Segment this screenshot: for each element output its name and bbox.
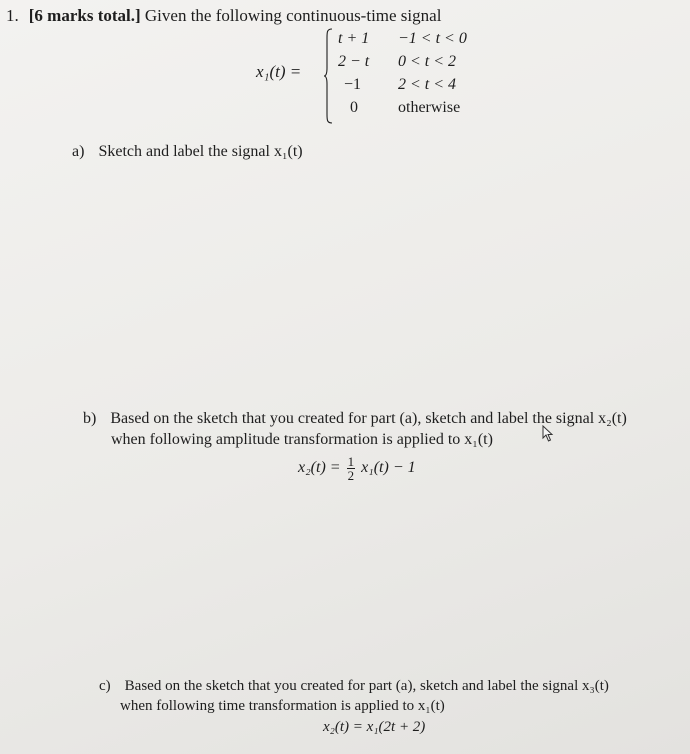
eq-b-lhs: x₂(t) = <box>298 459 341 477</box>
case-condition: otherwise <box>398 99 461 116</box>
part-c-line1 <box>99 678 609 695</box>
part-b-line2: when following amplitude transformation is applied to x₁(t) <box>111 431 493 448</box>
question-intro: Given the following continuous-time signal <box>144 6 442 25</box>
part-b-equation <box>298 455 416 482</box>
part-c-equation: x₂(t) = x₁(2t + 2) <box>323 719 426 735</box>
eq-b-fraction <box>347 455 356 482</box>
part-a-text: Sketch and label the signal x₁(t) <box>98 143 303 160</box>
question-header <box>6 6 441 26</box>
part-c-line2: when following time transformation is applied to x₁(t) <box>120 698 445 714</box>
part-a-label: a) <box>72 143 85 160</box>
part-c-label: c) <box>99 678 111 694</box>
mouse-cursor-icon <box>541 425 557 443</box>
part-b-text: Based on the sketch that you created for part (a), sketch and label the signal x₂(t) <box>110 410 627 427</box>
case-expr: 0 <box>350 99 358 116</box>
signal-lhs: x₁(t) = <box>256 62 302 81</box>
case-expr: 2 − t <box>338 53 370 70</box>
case-condition: 2 < t < 4 <box>398 76 457 93</box>
eq-b-rhs: x₁(t) − 1 <box>361 459 416 477</box>
case-condition: 0 < t < 2 <box>398 53 457 70</box>
part-a <box>72 143 303 161</box>
frac-denominator: 2 <box>347 468 355 483</box>
question-number: 1. <box>6 6 19 25</box>
case-expr: t + 1 <box>338 30 370 47</box>
case-expr: −1 <box>344 76 362 93</box>
question-marks: [6 marks total.] <box>28 6 141 25</box>
part-c-text: Based on the sketch that you created for part (a), sketch and label the signal x₃(t) <box>124 678 609 694</box>
part-b-label: b) <box>83 410 97 427</box>
frac-numerator: 1 <box>347 454 355 469</box>
case-condition: −1 < t < 0 <box>398 30 467 47</box>
piecewise-brace <box>323 28 333 124</box>
